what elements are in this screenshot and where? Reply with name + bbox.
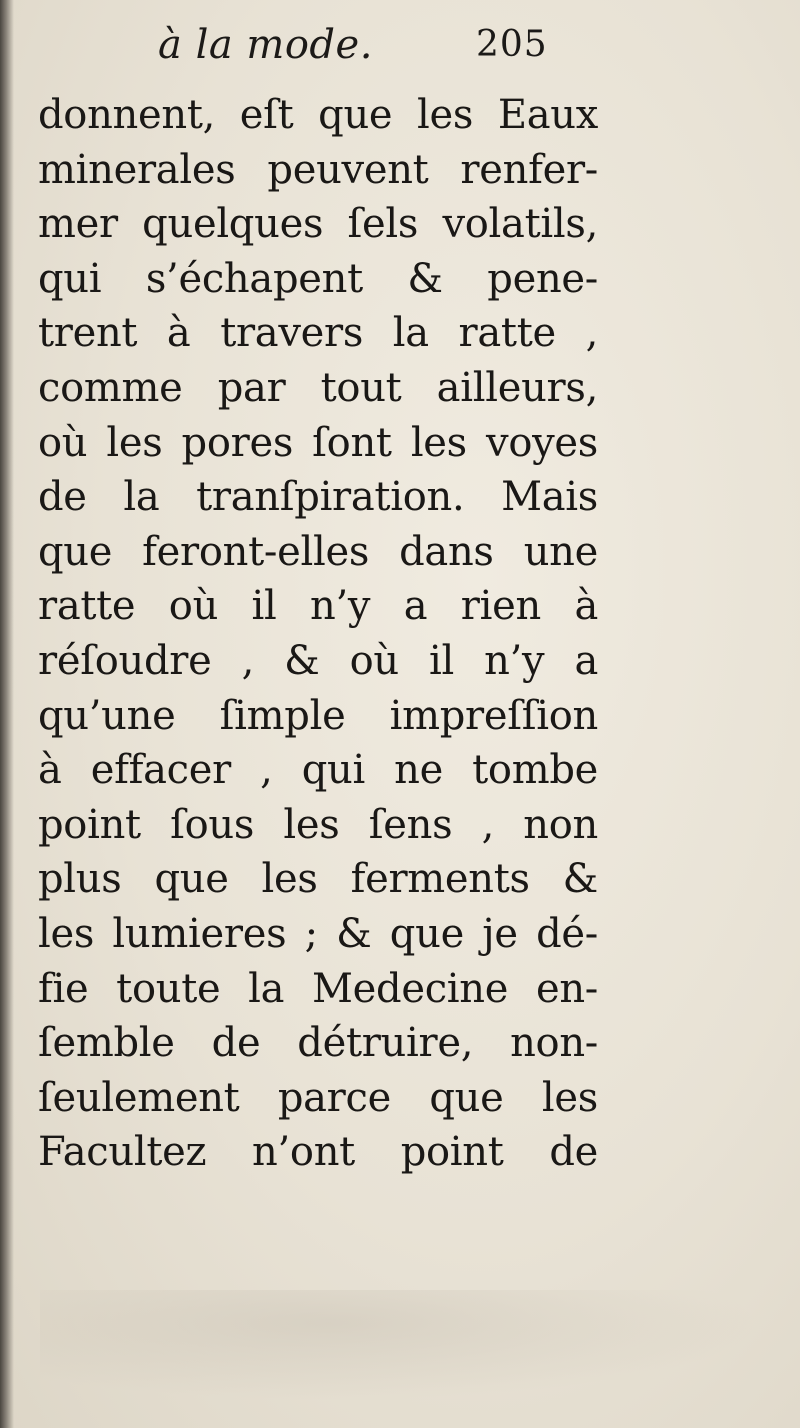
text-line: plus que les ferments &: [38, 856, 598, 903]
text-line: à effacer , qui ne tombe: [38, 747, 598, 794]
running-title: à la mode.: [158, 22, 373, 68]
text-line: mer quelques ſels volatils,: [38, 201, 598, 248]
page-header: [0, 22, 800, 82]
text-line: ſemble de détruire, non-: [38, 1020, 598, 1067]
text-line: comme par tout ailleurs,: [38, 364, 598, 411]
text-line: donnent, eſt que les Eaux: [38, 92, 598, 138]
text-line: les lumieres ; & que je dé-: [38, 910, 598, 957]
ink-bleed-through: [40, 1290, 760, 1400]
text-line: de la tranſpiration. Mais: [38, 474, 598, 521]
text-line: qu’une ſimple impreſſion: [38, 692, 598, 739]
page-number: 205: [476, 24, 548, 65]
text-line: minerales peuvent renfer-: [38, 146, 598, 193]
text-line: Facultez n’ont point de: [38, 1129, 598, 1176]
text-line: trent à travers la ratte ,: [38, 310, 598, 357]
binding-gutter-shadow: [0, 0, 14, 1428]
text-line: qui s’échapent & pene-: [38, 255, 598, 302]
text-line: point ſous les ſens , non: [38, 801, 598, 848]
text-line: que feront-elles dans une: [38, 528, 598, 575]
text-line: où les pores ſont les voyes: [38, 419, 598, 466]
text-line: ratte où il n’y a rien à: [38, 583, 598, 630]
text-line: fie toute la Medecine en-: [38, 965, 598, 1012]
text-line: réſoudre , & où il n’y a: [38, 637, 598, 684]
text-line: ſeulement parce que les: [38, 1074, 598, 1121]
body-text: [38, 88, 598, 1180]
